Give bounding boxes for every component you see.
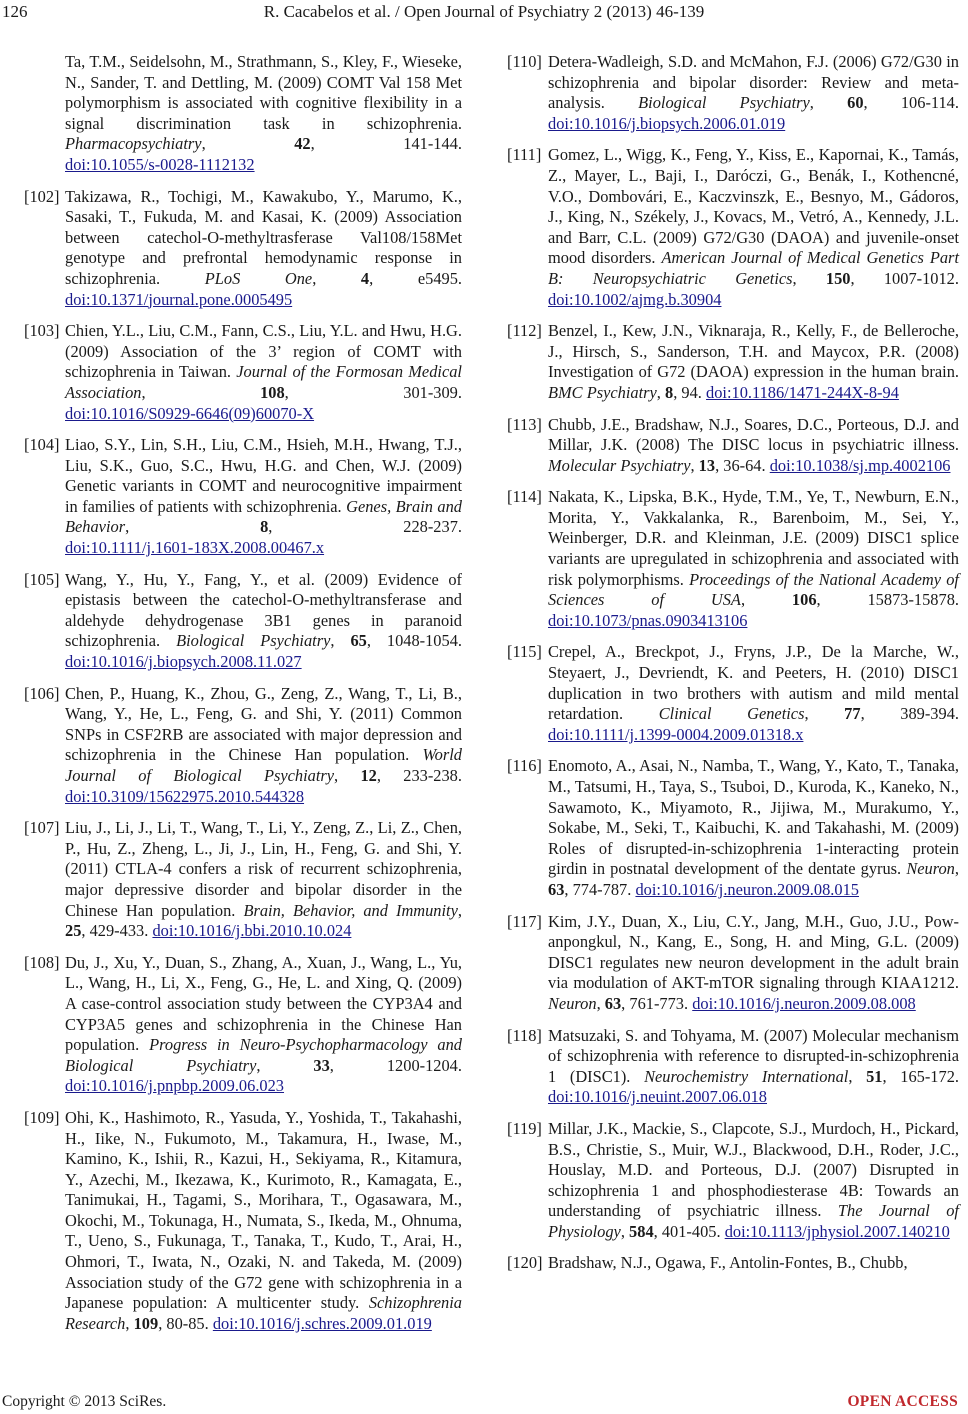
journal-name: Neuron (906, 859, 955, 879)
reference-item (507, 1026, 959, 1108)
reference-number: [102] (24, 186, 60, 206)
reference-text: Chen, P., Huang, K., Zhou, G., Zeng, Z., Wang, T., Li, B., Wang, Y., He, L., Feng, G. and Shi, Y. (2011) Common SNPs in CSF2RB are associated with major depression and schizophrenia in the Chinese Han population. (65, 683, 462, 765)
reference-number: [109] (24, 1107, 60, 1127)
reference-number: [108] (24, 952, 60, 972)
reference-number: [114] (507, 487, 542, 507)
reference-number: [110] (507, 52, 542, 71)
doi-link[interactable]: doi:10.1016/j.schres.2009.01.019 (212, 1313, 432, 1333)
volume: 150 (825, 268, 851, 288)
journal-name: World Journal of Biological Psychiatry (65, 745, 462, 785)
reference-item (24, 684, 462, 808)
doi-link[interactable]: doi:10.1038/sj.mp.4002106 (769, 455, 951, 475)
reference-number: [111] (507, 145, 542, 165)
reference-body: Liao, S.Y., Lin, S.H., Liu, C.M., Hsieh, M.H., Hwang, T.J., Liu, S.K., Guo, S.C., Hwu, H.G. and Chen, W.J. (2009) Genetic variants in COMT and neurocognitive impairment in families of patients with schizophrenia. Genes, Brain and Behavior, 8, 228-237. doi:10.1111/j.1601-183X.2008.00467.x (65, 435, 462, 558)
reference-body: Millar, J.K., Mackie, S., Clapcote, S.J., Murdoch, H., Pickard, B.S., Christie, S., Muir, W.J., Blackwood, D.H., Roder, J.C., Houslay, M.D. and Porteous, D.J. (2007) Disrupted in schizophrenia 1 and phosphodiesterase 4B: Towards an understanding of psychiatric illness. The Journal of Physiology, 584, 401-405. doi:10.1113/jphysiol.2007.140210 (548, 1118, 959, 1241)
reference-item (507, 756, 959, 900)
reference-item (24, 321, 462, 424)
reference-text: Liao, S.Y., Lin, S.H., Liu, C.M., Hsieh, M.H., Hwang, T.J., Liu, S.K., Guo, S.C., Hwu, H.G. and Chen, W.J. (2009) Genetic variants in COMT and neurocognitive impairment in families of patients with schizophrenia. (65, 435, 462, 516)
reference-item (24, 187, 462, 311)
volume: 25 (65, 921, 82, 941)
journal-name: Brain, Behavior, and Immunity (243, 900, 458, 920)
reference-number: [104] (24, 435, 60, 455)
reference-text: Du, J., Xu, Y., Duan, S., Zhang, A., Xuan, J., Wang, L., Yu, L., Wang, H., Li, X., Feng, G., He, L. and Xing, Q. (2009) A case-control association study between the CYP3A4 and CYP3A5 genes and schizophrenia in the Chinese Han population. (65, 952, 462, 1055)
journal-name: PLoS One (204, 268, 313, 288)
reference-body (545, 1253, 959, 1274)
open-access-badge: OPEN ACCESS (847, 1393, 958, 1410)
volume: 106 (791, 590, 817, 610)
journal-name: Progress in Neuro-Psychopharmacology and Biological Psychiatry (65, 1035, 462, 1075)
reference-text: Ta, T.M., Seidelsohn, M., Strathmann, S., Kley, F., Wieseke, N., Sander, T. and Dettling, M. (2009) COMT Val 158 Met polymorphism is associated with cognitive flexibility in a signal discrimination task in schizophrenia. (65, 52, 462, 133)
reference-body: Ta, T.M., Seidelsohn, M., Strathmann, S., Kley, F., Wieseke, N., Sander, T. and Dettling, M. (2009) COMT Val 158 Met polymorphism is associated with cognitive flexibility in a signal discrimination task in schizophrenia. Pharmacopsychiatry, 42, 141-144. doi:10.1055/s-0028-1112132 (65, 52, 462, 174)
doi-link[interactable]: doi:10.1111/j.1399-0004.2009.01318.x (548, 724, 804, 744)
reference-text: Gomez, L., Wigg, K., Feng, Y., Kiss, E., Kapornai, K., Tamás, Z., Mayer, L., Baji, I., Daróczi, G., Benák, I., Kothencné, V.O., Dombovári, E., Kaczvinszk, E., Besnyo, M., Gádoros, J., King, N., Székely, J., Kovacs, M., Vetró, A., Kennedy, J.L. and Barr, C.L. (2009) G72/G30 (DAOA) and juvenile-onset mood disorders. (548, 145, 959, 268)
reference-body: Takizawa, R., Tochigi, M., Kawakubo, Y., Marumo, K., Sasaki, T., Fukuda, M. and Kasai, K. (2009) Association between catechol-O-methyltrasferase Val108/158Met genotype and prefrontal hemodynamic response in schizophrenia. PLoS One, 4, e5495. doi:10.1371/journal.pone.0005495 (65, 186, 462, 309)
doi-link[interactable]: doi:10.1016/j.pnpbp.2009.06.023 (65, 1076, 285, 1096)
pages: 106-114. (900, 93, 959, 113)
reference-item (24, 818, 462, 942)
reference-body: Detera-Wadleigh, S.D. and McMahon, F.J. (2006) G72/G30 in schizophrenia and bipolar disorder: Review and meta-analysis. Biological Psychiatry, 60, 106-114. doi:10.1016/j.biopsych.2006.01.019 (548, 52, 959, 133)
volume: 4 (360, 268, 370, 288)
reference-number (24, 52, 62, 176)
pages: 1200-1204. (386, 1055, 462, 1075)
reference-item (507, 912, 959, 1015)
journal-name: Proceedings of the National Academy of Sciences of USA (548, 569, 959, 610)
reference-body: Nakata, K., Lipska, B.K., Hyde, T.M., Ye, T., Newburn, E.N., Morita, Y., Vakkalanka, R., Barenboim, M., Sei, Y., Weinberger, D.R. and Kleinman, J.E. (2009) DISC1 splice variants are upregulated in schizophrenia and associated with risk polymorphisms. Proceedings of the National Academy of Sciences of USA, 106, 15873-15878. doi:10.1073/pnas.0903413106 (548, 487, 959, 630)
pages: 389-394. (900, 704, 959, 724)
journal-name: Journal of the Formosan Medical Association (65, 362, 462, 402)
reference-body: Benzel, I., Kew, J.N., Viknaraja, R., Kelly, F., de Belleroche, J., Hirsch, S., Sanderson, T.H. and Maycox, P.R. (2008) Investigation of G72 (DAOA) expression in the human brain. BMC Psychiatry, 8, 94. doi:10.1186/1471-244X-8-94 (548, 321, 959, 402)
journal-name: BMC Psychiatry (548, 382, 657, 402)
pages: 94. (681, 382, 702, 402)
reference-item (24, 953, 462, 1097)
reference-text: Millar, J.K., Mackie, S., Clapcote, S.J., Murdoch, H., Pickard, B.S., Christie, S., Muir, W.J., Blackwood, D.H., Roder, J.C., Houslay, M.D. and Porteous, D.J. (2007) Disrupted in schizophrenia 1 and phosphodiesterase 4B: Towards an understanding of psychiatric illness. (548, 1118, 959, 1221)
journal-name: Genes, Brain and Behavior (65, 496, 462, 537)
reference-item (507, 642, 959, 745)
reference-body: Chien, Y.L., Liu, C.M., Fann, C.S., Liu, Y.L. and Hwu, H.G. (2009) Association of the 3’ region of COMT with schizophrenia in Taiwan. Journal of the Formosan Medical Association, 108, 301-309. doi:10.1016/S0929-6646(09)60070-X (65, 321, 462, 423)
pages: 15873-15878. (867, 590, 959, 610)
reference-text: Liu, J., Li, J., Li, T., Wang, T., Li, Y., Zeng, Z., Li, Z., Chen, P., Hu, Z., Zheng, L., Ji, J., Lin, H., Feng, G. and Shi, Y. (2011) CTLA-4 confers a risk of recurrent schizophrenia, major depressive disorder and bipolar disorder in the Chinese Han population. (65, 818, 462, 920)
reference-body: Chubb, J.E., Bradshaw, N.J., Soares, D.C., Porteous, D.J. and Millar, J.K. (2008) The DISC locus in psychiatric illness. Molecular Psychiatry, 13, 36-64. doi:10.1038/sj.mp.4002106 (548, 414, 959, 475)
reference-text: Chubb, J.E., Bradshaw, N.J., Soares, D.C., Porteous, D.J. and Millar, J.K. (2008) The DISC locus in psychiatric illness. (548, 414, 959, 455)
pages: 1007-1012. (883, 268, 959, 288)
pages: 36-64. (723, 455, 766, 475)
reference-body: Chen, P., Huang, K., Zhou, G., Zeng, Z., Wang, T., Li, B., Wang, Y., He, L., Feng, G. and Shi, Y. (2011) Common SNPs in CSF2RB are associated with major depression and schizophrenia in the Chinese Han population. World Journal of Biological Psychiatry, 12, 233-238. doi:10.3109/15622975.2010.544328 (65, 683, 462, 806)
journal-name: Neurochemistry International (644, 1066, 849, 1086)
reference-item (507, 1253, 959, 1274)
reference-item (507, 415, 959, 477)
pages: e5495. (417, 268, 462, 288)
reference-text: Crepel, A., Breckpot, J., Fryns, J.P., De la Marche, W., Steyaert, J., Devriendt, K. and Peeters, H. (2010) DISC1 duplication in two brothers with autism and mild mental retardation. (548, 642, 959, 724)
pages: 233-238. (403, 766, 462, 785)
volume: 51 (866, 1066, 883, 1086)
pages: 80-85. (166, 1313, 209, 1333)
reference-item (507, 52, 959, 134)
reference-body: Crepel, A., Breckpot, J., Fryns, J.P., De la Marche, W., Steyaert, J., Devriendt, K. and Peeters, H. (2010) DISC1 duplication in two brothers with autism and mild mental retardation. Clinical Genetics, 77, 389-394. doi:10.1111/j.1399-0004.2009.01318.x (548, 642, 959, 744)
reference-number: [113] (507, 414, 542, 434)
reference-item (507, 1119, 959, 1243)
doi-link[interactable]: doi:10.1055/s-0028-1112132 (65, 154, 255, 174)
reference-item (24, 570, 462, 673)
reference-item (507, 321, 959, 403)
journal-name: Molecular Psychiatry (548, 455, 691, 475)
pages: 774-787. (572, 879, 632, 899)
volume: 108 (260, 382, 285, 402)
volume: 42 (294, 134, 311, 154)
reference-body: Kim, J.Y., Duan, X., Liu, C.Y., Jang, M.H., Guo, J.U., Pow-anpongkul, N., Kang, E., Song, H. and Ming, G.L. (2009) DISC1 regulates new neuron development in the adult brain via modulation of AKT-mTOR signaling through KIAA1212. Neuron, 63, 761-773. doi:10.1016/j.neuron.2009.08.008 (548, 911, 959, 1013)
reference-text: Chien, Y.L., Liu, C.M., Fann, C.S., Liu, Y.L. and Hwu, H.G. (2009) Association of the 3’ region of COMT with schizophrenia in Taiwan. (65, 321, 462, 382)
journal-name: American Journal of Medical Genetics Part B: Neuropsychiatric Genetics (548, 248, 959, 288)
reference-number: [118] (507, 1025, 542, 1045)
doi-link[interactable]: doi:10.1016/j.biopsych.2008.11.027 (65, 652, 302, 672)
reference-number: [117] (507, 911, 542, 931)
volume: 584 (629, 1221, 654, 1241)
volume: 12 (360, 766, 377, 785)
journal-name: Biological Psychiatry (176, 631, 331, 651)
reference-text: Enomoto, A., Asai, N., Namba, T., Wang, Y., Kato, T., Tanaka, M., Tatsumi, H., Taya, S., Tsuboi, D., Kuroda, K., Kaneko, N., Sawamoto, K., Miyamoto, R., Jijiwa, M., Murakumo, Y., Sokabe, M., Seki, T., Kaibuchi, K. and Takahashi, M. (2009) Roles of disrupted-in-schizophrenia 1-interacting protein girdin in postnatal development of the dentate gyrus. (548, 756, 959, 879)
doi-link[interactable]: doi:10.1073/pnas.0903413106 (548, 610, 748, 630)
reference-item (507, 145, 959, 310)
reference-number: [105] (24, 569, 60, 589)
reference-number: [115] (507, 642, 542, 662)
doi-link[interactable]: doi:10.1016/j.neuint.2007.06.018 (548, 1087, 767, 1107)
pages: 401-405. (661, 1221, 721, 1241)
journal-name: Pharmacopsychiatry (65, 134, 202, 154)
reference-body: Ohi, K., Hashimoto, R., Yasuda, Y., Yoshida, T., Takahashi, H., Iike, N., Fukumoto, M., Takamura, H., Iwase, M., Kamino, K., Ishii, R., Kazui, H., Sekiyama, R., Kitamura, Y., Azechi, M., Ikezawa, K., Kurimoto, R., Kamagata, E., Tanimukai, H., Tagami, S., Morihara, T., Ogasawara, M., Okochi, M., Tokunaga, H., Numata, S., Ikeda, M., Ohnuma, T., Ueno, S., Fukunaga, T., Tanaka, T., Kudo, T., Arai, H., Ohmori, T., Iwata, N., Ozaki, N. and Takeda, M. (2009) Association study of the G72 gene with schizophrenia in a Japanese population: A multicenter study. Schizophrenia Research, 109, 80-85. doi:10.1016/j.schres.2009.01.019 (65, 1107, 462, 1333)
volume: 13 (698, 455, 716, 475)
journal-name: Schizophrenia Research (65, 1293, 462, 1333)
reference-text: Kim, J.Y., Duan, X., Liu, C.Y., Jang, M.H., Guo, J.U., Pow-anpongkul, N., Kang, E., Song, H. and Ming, G.L. (2009) DISC1 regulates new neuron development in the adult brain via modulation of AKT-mTOR signaling through KIAA1212. (548, 911, 959, 993)
reference-text: Detera-Wadleigh, S.D. and McMahon, F.J. (2006) G72/G30 in schizophrenia and bipolar disorder: Review and meta-analysis. (548, 52, 959, 113)
reference-text: Benzel, I., Kew, J.N., Viknaraja, R., Kelly, F., de Belleroche, J., Hirsch, S., Sanderson, T.H. and Maycox, P.R. (2008) Investigation of G72 (DAOA) expression in the human brain. (548, 321, 959, 382)
doi-link[interactable]: doi:10.1016/j.neuron.2009.08.008 (692, 993, 916, 1013)
volume: 65 (350, 631, 367, 651)
doi-link[interactable]: doi:10.1016/j.biopsych.2006.01.019 (548, 113, 786, 133)
doi-link[interactable]: doi:10.1016/j.neuron.2009.08.015 (635, 879, 859, 899)
pages: 429-433. (89, 921, 149, 941)
pages: 141-144. (403, 134, 462, 154)
reference-item (24, 1108, 462, 1335)
reference-item (24, 52, 462, 176)
reference-number: [120] (507, 1253, 543, 1273)
right-column (507, 52, 959, 1285)
pages: 165-172. (900, 1066, 959, 1086)
reference-item (24, 435, 462, 559)
reference-body: Wang, Y., Hu, Y., Fang, Y., et al. (2009) Evidence of epistasis between the catechol-O-methyltransferase and aldehyde dehydrogenase 3B1 genes in paranoid schizophrenia. Biological Psychiatry, 65, 1048-1054. doi:10.1016/j.biopsych.2008.11.027 (65, 569, 462, 672)
doi-link[interactable]: doi:10.1016/S0929-6646(09)60070-X (65, 403, 315, 423)
volume: 8 (665, 382, 674, 402)
reference-number: [107] (24, 818, 60, 838)
reference-number: [112] (507, 321, 542, 341)
doi-link[interactable]: doi:10.1111/j.1601-183X.2008.00467.x (65, 538, 325, 558)
doi-link[interactable]: doi:10.1016/j.bbi.2010.10.024 (152, 921, 352, 941)
journal-name: Biological Psychiatry (638, 93, 810, 113)
journal-name: Clinical Genetics (658, 704, 805, 724)
volume: 60 (847, 93, 864, 113)
volume: 33 (313, 1055, 330, 1075)
reference-body: Du, J., Xu, Y., Duan, S., Zhang, A., Xuan, J., Wang, L., Yu, L., Wang, H., Li, X., Feng, G., He, L. and Xing, Q. (2009) A case-control association study between the CYP3A4 and CYP3A5 genes and schizophrenia in the Chinese Han population. Progress in Neuro-Psychopharmacology and Biological Psychiatry, 33, 1200-1204. doi:10.1016/j.pnpbp.2009.06.023 (65, 952, 462, 1096)
reference-number: [119] (507, 1118, 542, 1138)
volume: 8 (260, 517, 269, 537)
left-column (24, 52, 462, 1345)
reference-body: Gomez, L., Wigg, K., Feng, Y., Kiss, E., Kapornai, K., Tamás, Z., Mayer, L., Baji, I., Daróczi, G., Benák, I., Kothencné, V.O., Dombovári, E., Kaczvinszk, E., Besnyo, M., Gádoros, J., King, N., Székely, J., Kovacs, M., Vetró, A., Kennedy, J.L. and Barr, C.L. (2009) G72/G30 (DAOA) and juvenile-onset mood disorders. American Journal of Medical Genetics Part B: Neuropsychiatric Genetics, 150, 1007-1012. doi:10.1002/ajmg.b.30904 (548, 145, 959, 309)
volume: 109 (133, 1313, 159, 1333)
copyright-footer: Copyright © 2013 SciRes. (2, 1393, 167, 1410)
doi-link[interactable]: doi:10.1113/jphysiol.2007.140210 (724, 1221, 950, 1241)
reference-body: Matsuzaki, S. and Tohyama, M. (2007) Molecular mechanism of schizophrenia with reference to disrupted-in-schizophrenia 1 (DISC1). Neurochemistry International, 51, 165-172. doi:10.1016/j.neuint.2007.06.018 (548, 1025, 959, 1107)
reference-text: Bradshaw, N.J., Ogawa, F., Antolin-Fontes, B., Chubb, (548, 1253, 908, 1273)
volume: 63 (604, 993, 622, 1013)
pages: 1048-1054. (386, 631, 462, 651)
volume: 63 (548, 879, 565, 899)
reference-body: Liu, J., Li, J., Li, T., Wang, T., Li, Y., Zeng, Z., Li, Z., Chen, P., Hu, Z., Zheng, L., Ji, J., Lin, H., Feng, G. and Shi, Y. (2011) CTLA-4 confers a risk of recurrent schizophrenia, major depressive disorder and bipolar disorder in the Chinese Han population. Brain, Behavior, and Immunity, 25, 429-433. doi:10.1016/j.bbi.2010.10.024 (65, 818, 462, 941)
journal-name: The Journal of Physiology (548, 1201, 959, 1241)
reference-item (507, 487, 959, 631)
reference-number: [103] (24, 321, 60, 341)
page-number: 126 (2, 2, 28, 21)
doi-link[interactable]: doi:10.1002/ajmg.b.30904 (548, 289, 722, 309)
reference-text: Ohi, K., Hashimoto, R., Yasuda, Y., Yoshida, T., Takahashi, H., Iike, N., Fukumoto, M., Takamura, H., Iwase, M., Kamino, K., Ishii, R., Kazui, H., Sekiyama, R., Kitamura, Y., Azechi, M., Ikezawa, K., Kurimoto, R., Kamagata, E., Tanimukai, H., Tagami, S., Morihara, T., Ogasawara, M., Okochi, M., Tokunaga, H., Numata, S., Ikeda, M., Ohnuma, T., Ueno, S., Fukunaga, T., Tanaka, T., Kudo, T., Arai, H., Ohmori, T., Iwata, N., Ozaki, N. and Takeda, M. (2009) Association study of the G72 gene with schizophrenia in a Japanese population: A multicenter study. (65, 1107, 462, 1313)
doi-link[interactable]: doi:10.1186/1471-244X-8-94 (706, 382, 899, 402)
reference-text: Takizawa, R., Tochigi, M., Kawakubo, Y., Marumo, K., Sasaki, T., Fukuda, M. and Kasai, K. (2009) Association between catechol-O-methyltrasferase Val108/158Met genotype and prefrontal hemodynamic response in schizophrenia. (65, 186, 462, 288)
reference-number: [106] (24, 683, 60, 703)
reference-number: [116] (507, 756, 542, 776)
doi-link[interactable]: doi:10.3109/15622975.2010.544328 (65, 786, 305, 806)
pages: 228-237. (403, 517, 462, 537)
running-title: R. Cacabelos et al. / Open Journal of Psychiatry 2 (2013) 46-139 (263, 2, 705, 21)
reference-text: Wang, Y., Hu, Y., Fang, Y., et al. (2009) Evidence of epistasis between the catechol-O-methyltransferase and aldehyde dehydrogenase 3B1 genes in paranoid schizophrenia. (65, 569, 462, 651)
reference-text: Matsuzaki, S. and Tohyama, M. (2007) Molecular mechanism of schizophrenia with reference to disrupted-in-schizophrenia 1 (DISC1). (548, 1025, 959, 1086)
pages: 761-773. (629, 993, 689, 1013)
journal-name: Neuron (548, 993, 597, 1013)
reference-body: Enomoto, A., Asai, N., Namba, T., Wang, Y., Kato, T., Tanaka, M., Tatsumi, H., Taya, S., Tsuboi, D., Kuroda, K., Kaneko, N., Sawamoto, K., Miyamoto, R., Jijiwa, M., Murakumo, Y., Sokabe, M., Seki, T., Kaibuchi, K. and Takahashi, M. (2009) Roles of disrupted-in-schizophrenia 1-interacting protein girdin in postnatal development of the dentate gyrus. Neuron, 63, 774-787. doi:10.1016/j.neuron.2009.08.015 (548, 756, 959, 899)
doi-link[interactable]: doi:10.1371/journal.pone.0005495 (65, 289, 293, 309)
volume: 77 (844, 704, 861, 724)
reference-text: Nakata, K., Lipska, B.K., Hyde, T.M., Ye, T., Newburn, E.N., Morita, Y., Vakkalanka, R., Barenboim, M., Sei, Y., Weinberger, D.R. and Kleinman, J.E. (2009) DISC1 splice variants are upregulated in schizophrenia and associated with risk polymorphisms. (548, 487, 959, 589)
pages: 301-309. (403, 382, 462, 402)
